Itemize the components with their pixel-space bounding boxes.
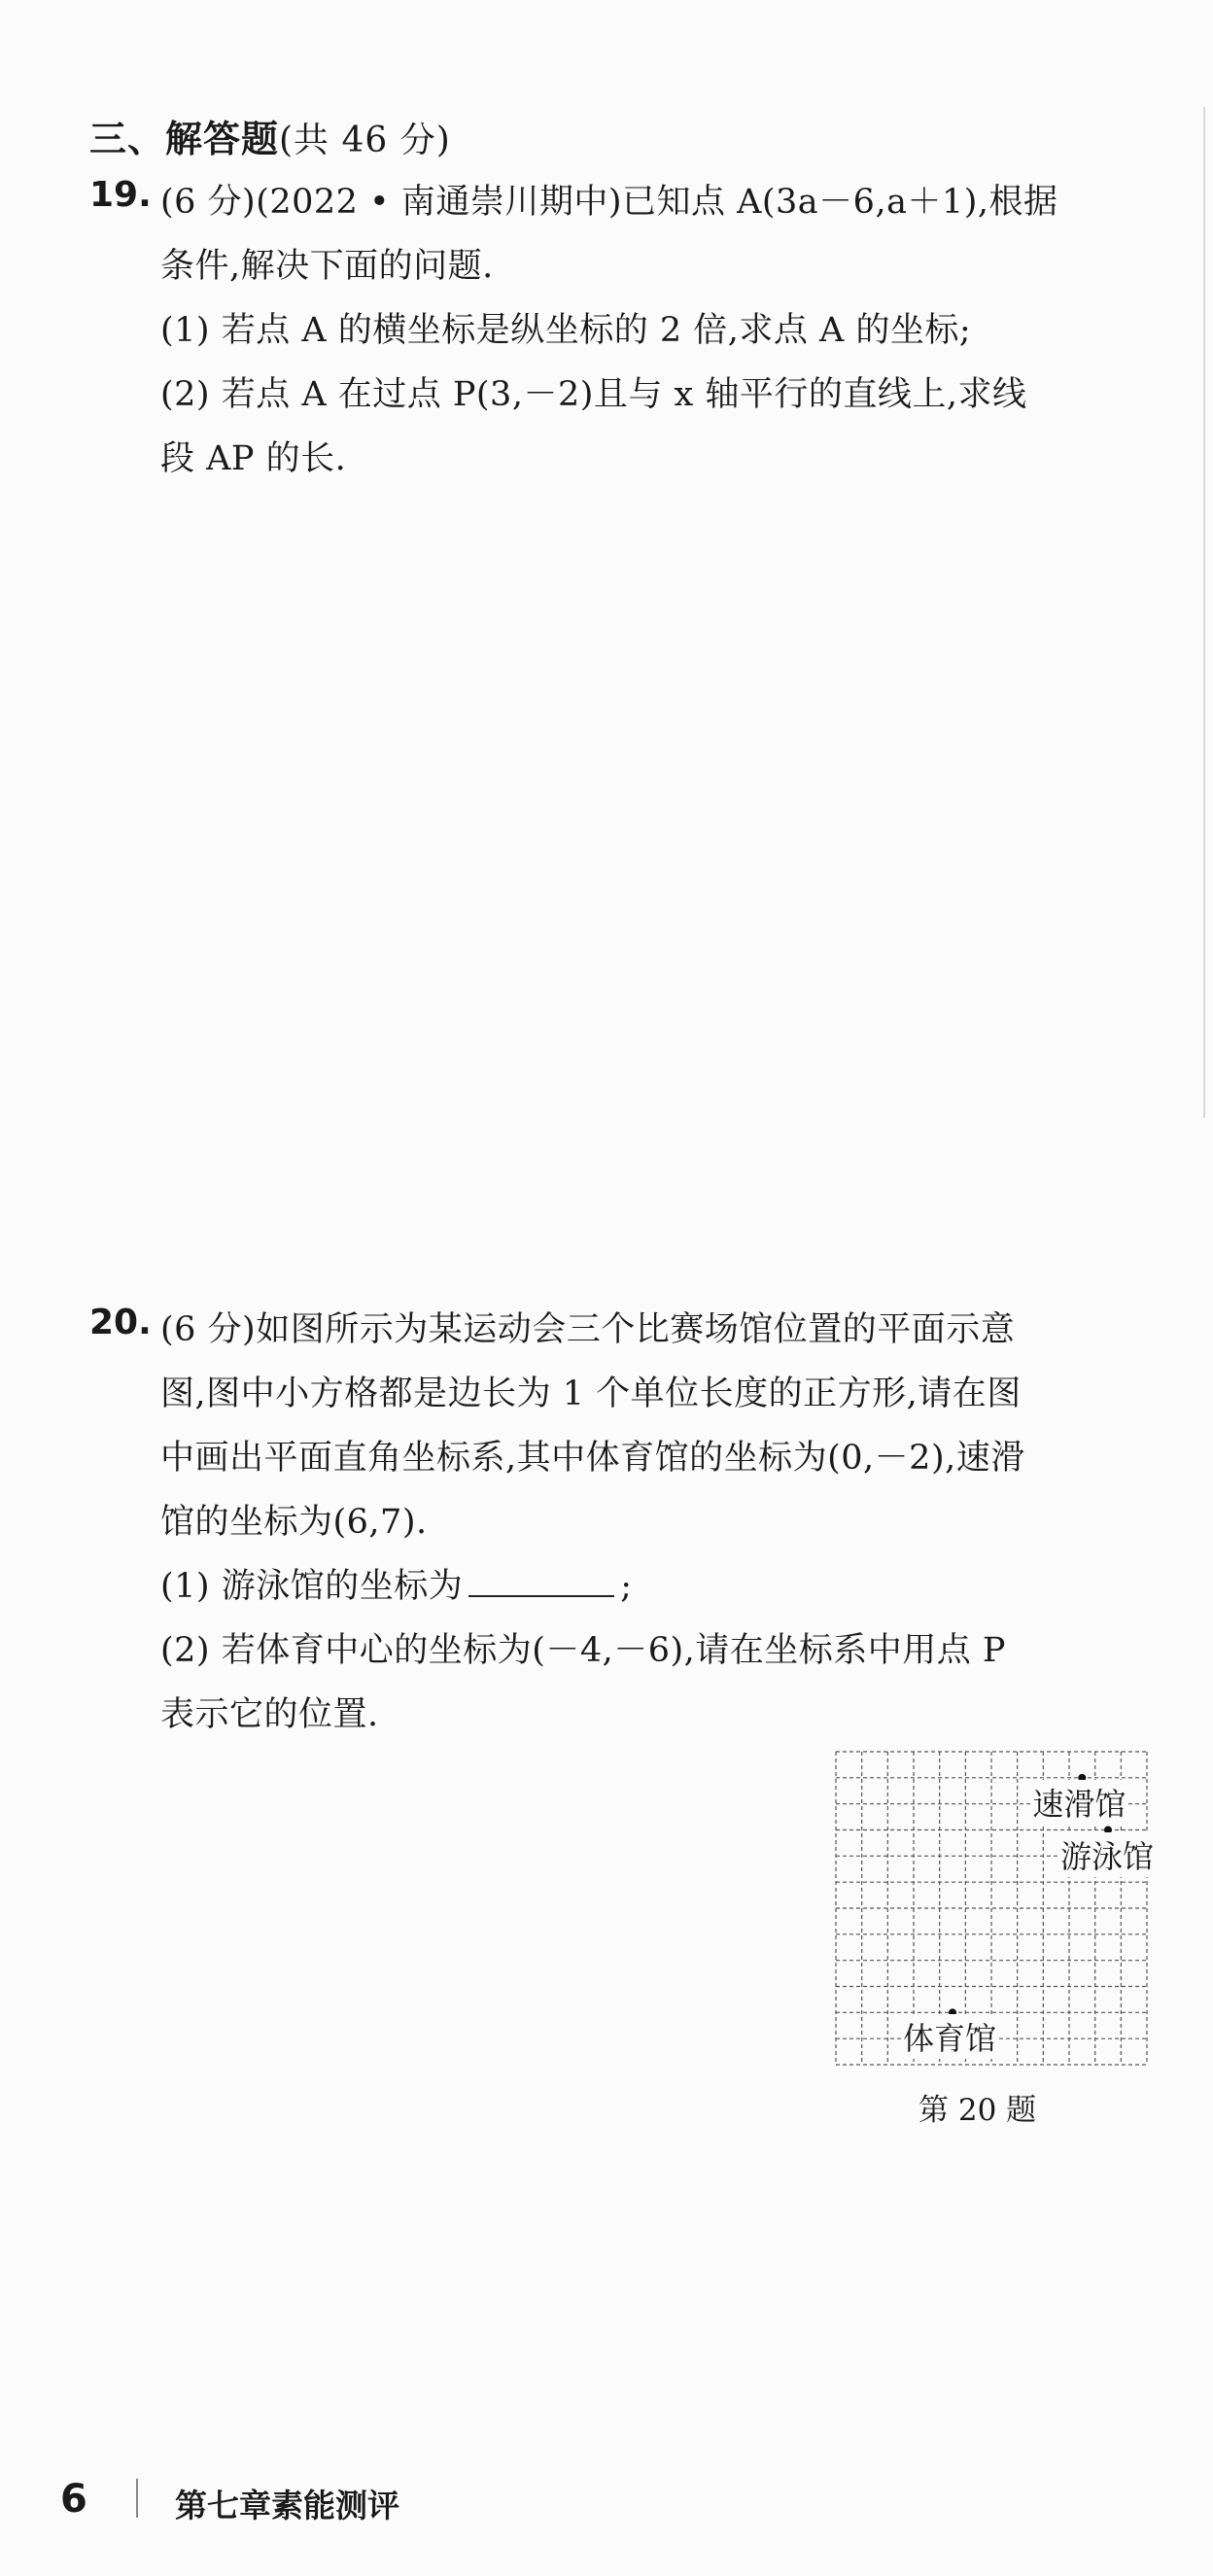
question-20-line-4: 馆的坐标为(6,7). — [160, 1503, 428, 1542]
section-title — [89, 109, 451, 162]
part-1-suffix: ; — [620, 1567, 633, 1606]
question-20-part-2-cont: 表示它的位置. — [160, 1695, 379, 1734]
question-20-line-1: (6 分)如图所示为某运动会三个比赛场馆位置的平面示意 — [160, 1310, 1016, 1349]
chapter-title: 第七章素能测评 — [175, 2487, 399, 2524]
question-19-line-1: (6 分)(2022 • 南通崇川期中)已知点 A(3a－6,a＋1),根据 — [160, 183, 1058, 222]
question-20-line-3: 中画出平面直角坐标系,其中体育馆的坐标为(0,－2),速滑 — [160, 1439, 1025, 1478]
figure-caption: 第 20 题 — [918, 2093, 1037, 2128]
question-20-line-2: 图,图中小方格都是边长为 1 个单位长度的正方形,请在图 — [160, 1375, 1022, 1413]
page-number: 6 — [60, 2477, 87, 2522]
answer-blank[interactable] — [468, 1566, 614, 1597]
question-19-part-1: (1) 若点 A 的横坐标是纵坐标的 2 倍,求点 A 的坐标; — [160, 311, 972, 350]
venue-label: 体育馆 — [902, 2014, 997, 2059]
question-19-number: 19. — [89, 175, 152, 215]
question-20-number: 20. — [89, 1303, 152, 1342]
question-20-part-2: (2) 若体育中心的坐标为(－4,－6),请在坐标系中用点 P — [160, 1631, 1006, 1670]
venue-label: 速滑馆 — [1031, 1780, 1126, 1825]
question-20-part-1 — [160, 1559, 633, 1608]
section-score-note: (共 46 分) — [279, 121, 451, 160]
part-1-prefix: (1) 游泳馆的坐标为 — [160, 1567, 464, 1606]
question-19-line-2: 条件,解决下面的问题. — [160, 247, 494, 286]
page-edge-mark — [1203, 107, 1213, 1118]
question-19-part-2-cont: 段 AP 的长. — [160, 439, 347, 478]
question-19-part-2: (2) 若点 A 在过点 P(3,－2)且与 x 轴平行的直线上,求线 — [160, 375, 1027, 414]
section-title-text: 三、解答题 — [89, 118, 280, 160]
venue-label: 游泳馆 — [1059, 1832, 1155, 1877]
venue-grid-figure — [834, 1750, 1155, 2067]
footer-divider — [136, 2479, 138, 2518]
